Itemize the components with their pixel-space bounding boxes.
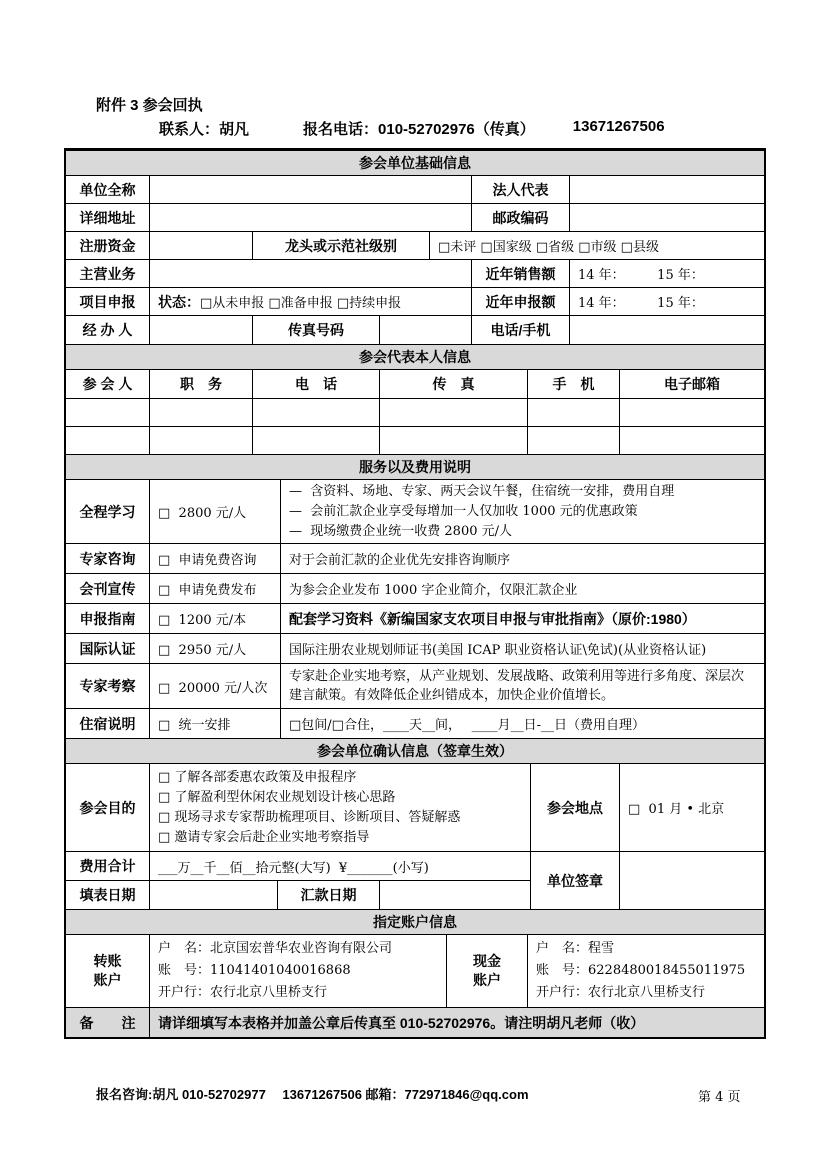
registration-form-table bbox=[64, 148, 766, 1039]
form-date-input[interactable] bbox=[149, 881, 277, 909]
fee-dates-stack bbox=[66, 852, 530, 909]
contact-line bbox=[159, 118, 665, 139]
row-capital bbox=[66, 231, 764, 259]
postcode-label: 邮政编码 bbox=[471, 204, 569, 231]
section-title-confirm: 参会单位确认信息（签章生效） bbox=[66, 738, 764, 763]
row-business bbox=[66, 259, 764, 287]
transfer-account-label bbox=[66, 935, 149, 1007]
footer-contact: 报名咨询:胡凡 010-52702977 13671267506 邮箱：772971846@qq.com bbox=[96, 1087, 529, 1102]
cash-account-label-line2: 账户 bbox=[473, 972, 501, 988]
contact-person: 联系人：胡凡 bbox=[159, 121, 250, 138]
delegate2-phone-input[interactable] bbox=[252, 427, 379, 454]
transfer-account-label-line2: 账户 bbox=[93, 972, 122, 988]
service-row-certification bbox=[66, 633, 764, 663]
venue-label: 参会地点 bbox=[530, 764, 619, 851]
declare-status-options[interactable] bbox=[149, 288, 471, 315]
legal-rep-label: 法人代表 bbox=[471, 176, 569, 203]
business-input[interactable] bbox=[149, 260, 471, 287]
full-course-desc bbox=[280, 480, 764, 543]
section-title-basic: 参会单位基础信息 bbox=[66, 150, 764, 175]
purpose-option-1-checkbox[interactable]: □ 了解各部委惠农政策及申报程序 bbox=[158, 769, 357, 785]
row-purpose bbox=[66, 763, 764, 851]
purpose-option-4-checkbox[interactable]: □ 邀请专家会后赴企业实地考察指导 bbox=[158, 829, 370, 845]
declare-years-input[interactable]: 14 年： 15 年： bbox=[569, 288, 764, 315]
capital-label: 注册资金 bbox=[79, 237, 136, 254]
row-agent bbox=[66, 315, 764, 344]
delegate2-fax-input[interactable] bbox=[379, 427, 527, 454]
consult-desc: 对于会前汇款的企业优先安排咨询顺序 bbox=[280, 544, 764, 573]
col-header-phone: 电 话 bbox=[252, 370, 379, 398]
cash-account-details bbox=[527, 935, 764, 1007]
fee-total-input[interactable]: ___万__千__佰__拾元整(大写) ¥_______(小写) bbox=[149, 852, 530, 880]
declare-label: 项目申报 bbox=[79, 293, 136, 310]
unit-name-label: 单位全称 bbox=[79, 181, 136, 198]
capital-input[interactable] bbox=[149, 232, 252, 259]
note-text: 请详细填写本表格并加盖公章后传真至 010-52702976。请注明胡凡老师（收） bbox=[149, 1008, 764, 1037]
col-header-mobile: 手 机 bbox=[527, 370, 619, 398]
section-title-delegate: 参会代表本人信息 bbox=[66, 344, 764, 369]
business-label: 主营业务 bbox=[79, 265, 136, 282]
sales-label: 近年销售额 bbox=[471, 260, 569, 287]
delegate1-attendee-input[interactable] bbox=[66, 399, 149, 426]
row-declare bbox=[66, 287, 764, 315]
lodging-label: 住宿说明 bbox=[79, 715, 136, 732]
leader-level-options[interactable]: □未评 □国家级 □省级 □市级 □县级 bbox=[429, 232, 764, 259]
declare-status-label: 状态： bbox=[158, 293, 200, 310]
full-course-label: 全程学习 bbox=[79, 503, 136, 520]
venue-option-checkbox[interactable]: □ 01 月 • 北京 bbox=[619, 764, 764, 851]
transfer-account-bank: 开户行：农行北京八里桥支行 bbox=[158, 985, 328, 1000]
journal-desc: 为参会企业发布 1000 字企业简介，仅限汇款企业 bbox=[280, 574, 764, 603]
section-title-account: 指定账户信息 bbox=[66, 909, 764, 934]
inspection-desc: 专家赴企业实地考察，从产业规划、发展战略、政策利用等进行多角度、深层次建言献策。有效降低企业纠错成本，加快企业价值增长。 bbox=[280, 664, 764, 708]
cash-account-number: 账 号：6228480018455011975 bbox=[536, 963, 746, 978]
subrow-dates bbox=[66, 880, 530, 909]
service-row-journal bbox=[66, 573, 764, 603]
seal-label: 单位签章 bbox=[530, 852, 619, 909]
legal-rep-input[interactable] bbox=[569, 176, 764, 203]
form-date-label: 填表日期 bbox=[79, 887, 136, 903]
agent-label: 经 办 人 bbox=[82, 322, 133, 338]
consult-option-checkbox[interactable]: □ 申请免费咨询 bbox=[149, 544, 280, 573]
certification-desc: 国际注册农业规划师证书(美国 ICAP 职业资格认证\免试)(从业资格认证) bbox=[280, 634, 764, 663]
delegate2-email-input[interactable] bbox=[619, 427, 764, 454]
sales-years-input[interactable]: 14 年： 15 年： bbox=[569, 260, 764, 287]
address-label: 详细地址 bbox=[79, 209, 136, 226]
delegate2-mobile-input[interactable] bbox=[527, 427, 619, 454]
service-row-inspection bbox=[66, 663, 764, 708]
cash-account-label bbox=[446, 935, 527, 1007]
cash-account-name: 户 名：程雪 bbox=[536, 941, 615, 956]
cash-account-label-line1: 现金 bbox=[473, 953, 501, 969]
col-header-position: 职 务 bbox=[149, 370, 252, 398]
row-accounts bbox=[66, 934, 764, 1007]
declare-status-checkboxes[interactable]: □从未申报 □准备申报 □持续申报 bbox=[200, 296, 402, 311]
journal-label: 会刊宣传 bbox=[79, 580, 136, 597]
declare-amount-label: 近年申报额 bbox=[471, 288, 569, 315]
row-note bbox=[66, 1007, 764, 1037]
page-number: 第 4 页 bbox=[698, 1090, 741, 1105]
postcode-input[interactable] bbox=[569, 204, 764, 231]
phone-mobile-input[interactable] bbox=[569, 316, 764, 344]
subrow-fee-total bbox=[66, 852, 530, 880]
unit-name-input[interactable] bbox=[149, 176, 471, 203]
transfer-account-details bbox=[149, 935, 446, 1007]
delegate1-fax-input[interactable] bbox=[379, 399, 527, 426]
inspection-label: 专家考察 bbox=[79, 678, 136, 694]
delegate-header-row bbox=[66, 369, 764, 398]
col-header-email: 电子邮箱 bbox=[619, 370, 764, 398]
delegate-row-1 bbox=[66, 398, 764, 426]
delegate1-phone-input[interactable] bbox=[252, 399, 379, 426]
purpose-options bbox=[149, 764, 530, 851]
col-header-fax: 传 真 bbox=[379, 370, 527, 398]
journal-option-checkbox[interactable]: □ 申请免费发布 bbox=[149, 574, 280, 603]
service-row-full-course bbox=[66, 479, 764, 543]
transfer-account-label-line1: 转账 bbox=[93, 953, 122, 969]
delegate1-email-input[interactable] bbox=[619, 399, 764, 426]
remit-date-input[interactable] bbox=[379, 881, 530, 909]
lodging-desc[interactable]: □包间/□合住，____天__间， ____月__日-__日（费用自理） bbox=[280, 709, 764, 738]
delegate-row-2 bbox=[66, 426, 764, 454]
delegate1-position-input[interactable] bbox=[149, 399, 252, 426]
certification-label: 国际认证 bbox=[79, 640, 136, 657]
full-course-desc-line2: — 会前汇款企业享受每增加一人仅加收 1000 元的优惠政策 bbox=[289, 503, 638, 519]
transfer-account-number: 账 号：11041401040016868 bbox=[158, 963, 351, 978]
full-course-option-checkbox[interactable]: □ 2800 元/人 bbox=[149, 480, 280, 543]
leader-level-label: 龙头或示范社级别 bbox=[252, 232, 429, 259]
section-title-services: 服务以及费用说明 bbox=[66, 454, 764, 479]
phone-mobile-label: 电话/手机 bbox=[471, 316, 569, 344]
cash-account-bank: 开户行：农行北京八里桥支行 bbox=[536, 985, 706, 1000]
delegate2-attendee-input[interactable] bbox=[66, 427, 149, 454]
purpose-option-3-checkbox[interactable]: □ 现场寻求专家帮助梳理项目、诊断项目、答疑解惑 bbox=[158, 809, 461, 825]
remit-date-label: 汇款日期 bbox=[277, 881, 379, 909]
registration-phone: 报名电话：010-52702976（传真） bbox=[303, 121, 535, 138]
service-row-lodging bbox=[66, 708, 764, 738]
seal-area[interactable] bbox=[619, 852, 764, 909]
delegate1-mobile-input[interactable] bbox=[527, 399, 619, 426]
guide-option-checkbox[interactable]: □ 1200 元/本 bbox=[149, 604, 280, 633]
purpose-label: 参会目的 bbox=[79, 799, 136, 816]
row-fee-and-dates bbox=[66, 851, 764, 909]
transfer-account-name: 户 名：北京国宏普华农业咨询有限公司 bbox=[158, 941, 393, 956]
col-header-attendee: 参 会 人 bbox=[82, 376, 133, 392]
service-row-guide bbox=[66, 603, 764, 633]
certification-option-checkbox[interactable]: □ 2950 元/人 bbox=[149, 634, 280, 663]
purpose-option-2-checkbox[interactable]: □ 了解盈利型休闲农业规划设计核心思路 bbox=[158, 789, 396, 805]
guide-desc: 配套学习资料《新编国家支农项目申报与审批指南》（原价:1980） bbox=[280, 604, 764, 633]
delegate2-position-input[interactable] bbox=[149, 427, 252, 454]
full-course-desc-line1: — 含资料、场地、专家、两天会议午餐，住宿统一安排，费用自理 bbox=[289, 483, 675, 499]
fee-total-label: 费用合计 bbox=[79, 858, 136, 874]
fax-input[interactable] bbox=[379, 316, 471, 344]
row-address bbox=[66, 203, 764, 231]
attachment-title: 附件 3 参会回执 bbox=[96, 97, 203, 114]
guide-label: 申报指南 bbox=[79, 610, 136, 627]
contact-mobile: 13671267506 bbox=[572, 118, 665, 135]
inspection-option-checkbox[interactable]: □ 20000 元/人次 bbox=[149, 664, 280, 708]
consult-label: 专家咨询 bbox=[79, 550, 136, 567]
agent-input[interactable] bbox=[149, 316, 252, 344]
service-row-consult bbox=[66, 543, 764, 573]
lodging-option-checkbox[interactable]: □ 统一安排 bbox=[149, 709, 280, 738]
fax-label: 传真号码 bbox=[252, 316, 379, 344]
row-unit-name bbox=[66, 175, 764, 203]
full-course-desc-line3: — 现场缴费企业统一收费 2800 元/人 bbox=[289, 523, 512, 539]
note-label: 备 注 bbox=[79, 1014, 136, 1031]
address-input[interactable] bbox=[149, 204, 471, 231]
